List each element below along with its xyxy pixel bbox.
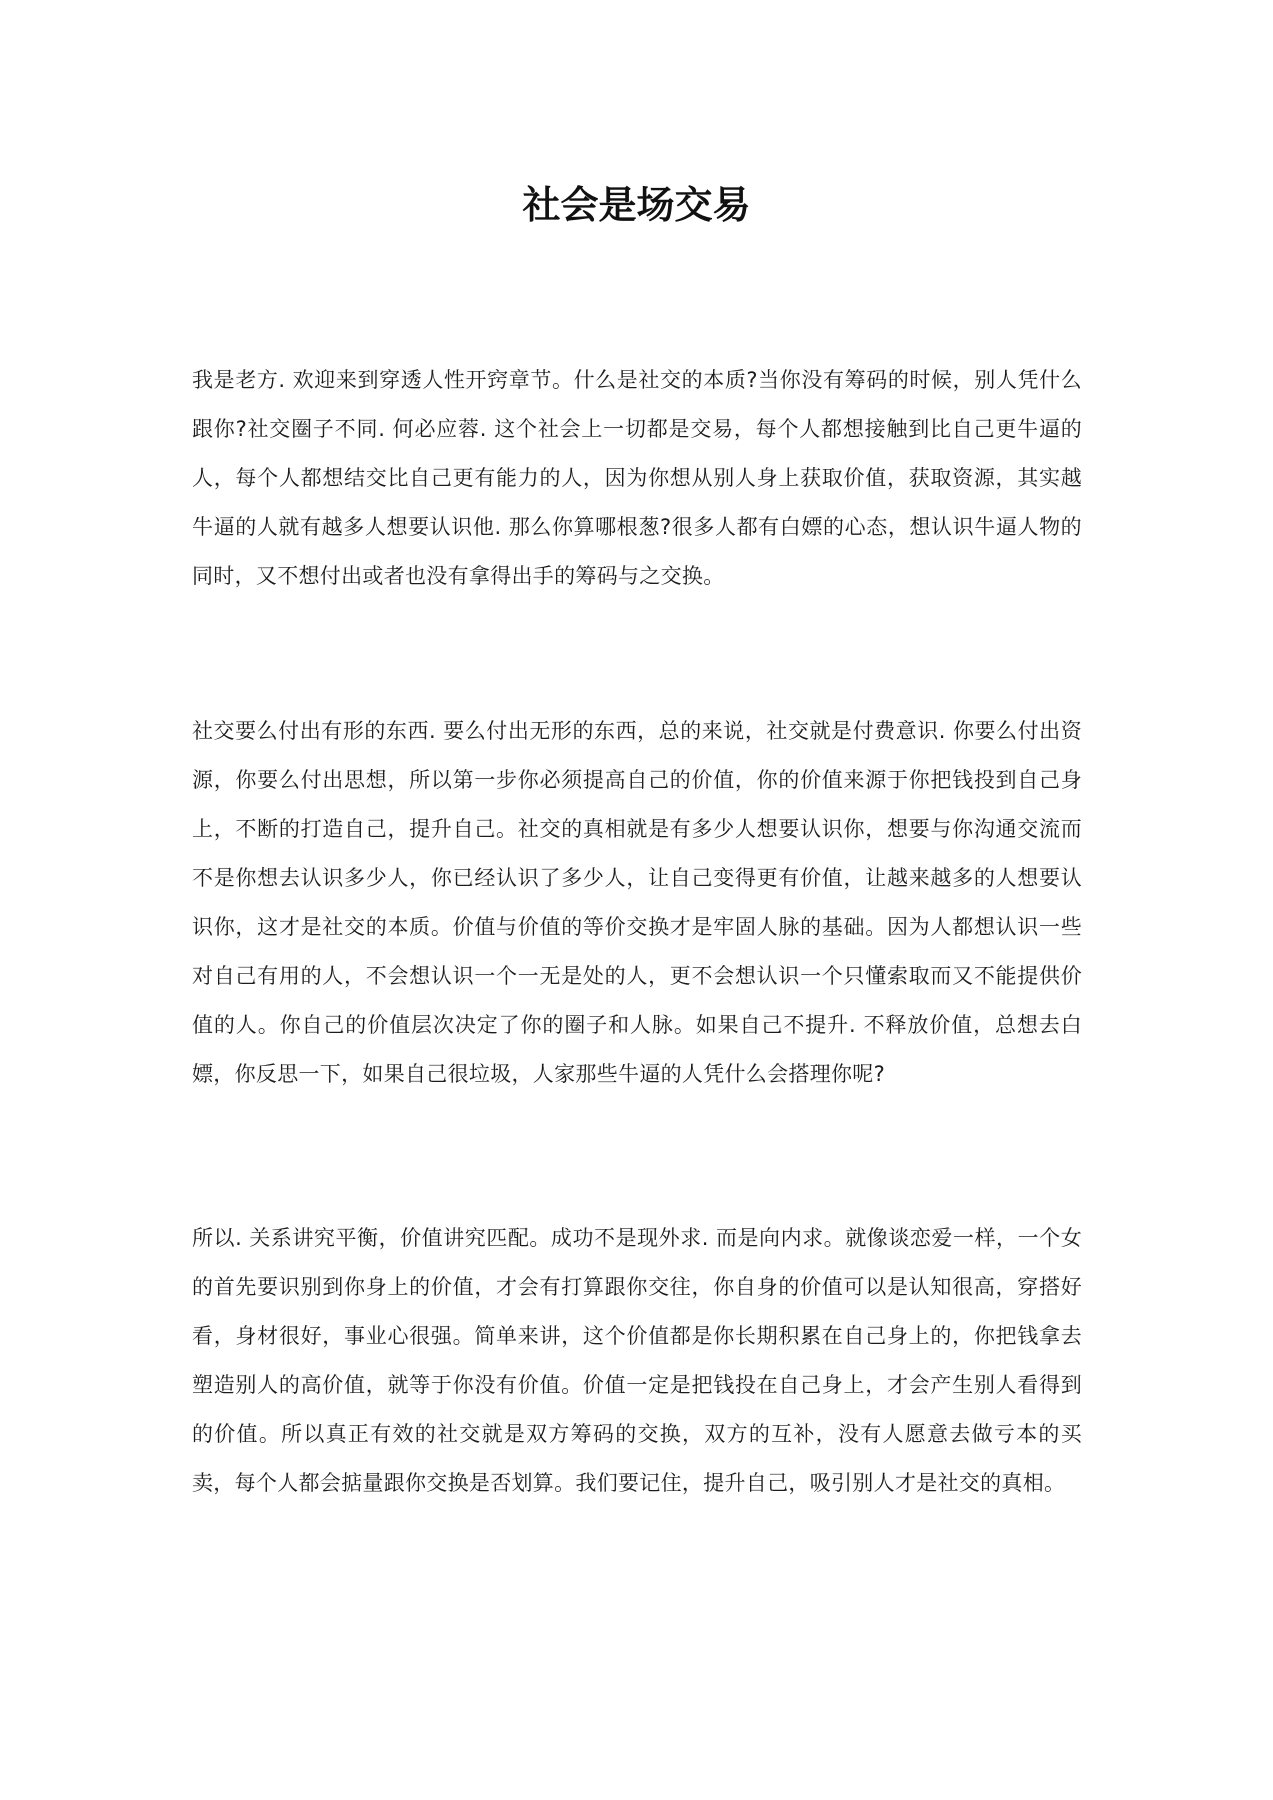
document-title: 社会是场交易 [522,182,751,227]
paragraph-1: 我是老方. 欢迎来到穿透人性开窍章节。什么是社交的本质?当你没有筹码的时候，别人凭什么跟你?社交圈子不同. 何必应蓉. 这个社会上一切都是交易，每个人都想接触到比自己更牛逼的人，每个人都想结交比自己更有能力的人，因为你想从别人身上获取价值，获取资源，其实越牛逼的人就有越多人想要认识他. 那么你算哪根葱?很多人都有白嫖的心态，想认识牛逼人物的同时，又不想付出或者也没有拿得出手的筹码与之交换。 [192,368,1082,588]
paragraph-2: 社交要么付出有形的东西. 要么付出无形的东西，总的来说，社交就是付费意识. 你要么付出资源，你要么付出思想，所以第一步你必须提高自己的价值，你的价值来源于你把钱投到自己身上，不断的打造自己，提升自己。社交的真相就是有多少人想要认识你，想要与你沟通交流而不是你想去认识多少人，你已经认识了多少人，让自己变得更有价值，让越来越多的人想要认识你，这才是社交的本质。价值与价值的等价交换才是牢固人脉的基础。因为人都想认识一些对自己有用的人，不会想认识一个一无是处的人，更不会想认识一个只懂索取而又不能提供价值的人。你自己的价值层次决定了你的圈子和人脉。如果自己不提升. 不释放价值，总想去白嫖，你反思一下，如果自己很垃圾，人家那些牛逼的人凭什么会搭理你呢? [192,719,1082,1086]
paragraph-3: 所以. 关系讲究平衡，价值讲究匹配。成功不是现外求. 而是向内求。就像谈恋爱一样，一个女的首先要识别到你身上的价值，才会有打算跟你交往，你自身的价值可以是认知很高，穿搭好看，身材很好，事业心很强。简单来讲，这个价值都是你长期积累在自己身上的，你把钱拿去塑造别人的高价值，就等于你没有价值。价值一定是把钱投在自己身上，才会产生别人看得到的价值。所以真正有效的社交就是双方筹码的交换，双方的互补，没有人愿意去做亏本的买卖，每个人都会掂量跟你交换是否划算。我们要记住，提升自己，吸引别人才是社交的真相。 [192,1226,1082,1495]
